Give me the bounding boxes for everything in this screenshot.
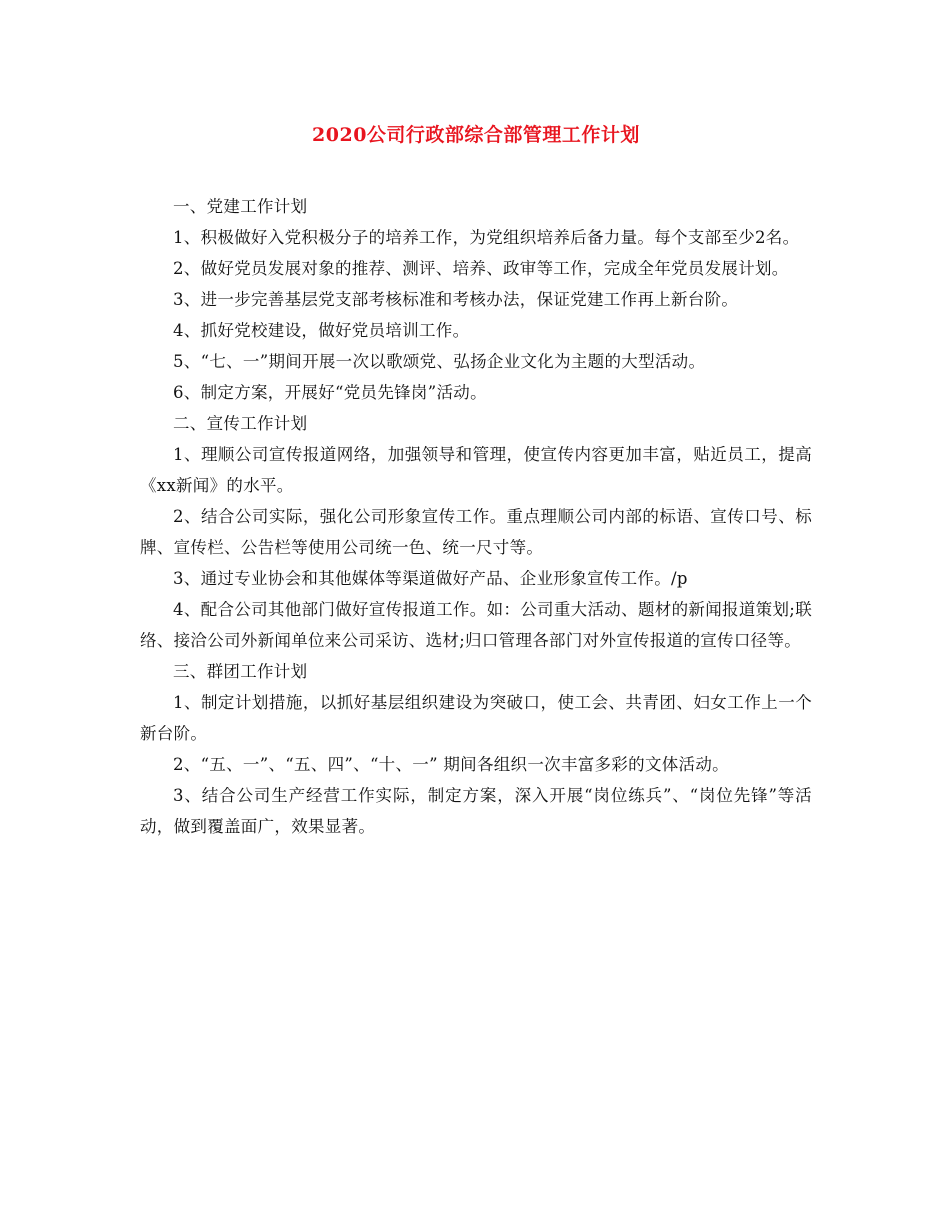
document-page [140, 0, 812, 842]
paragraph: 3、结合公司生产经营工作实际，制定方案，深入开展“岗位练兵”、“岗位先锋”等活动，做到覆盖面广，效果显著。 [140, 786, 812, 836]
paragraph: 5、“七、一”期间开展一次以歌颂党、弘扬企业文化为主题的大型活动。 [173, 352, 706, 371]
section-heading-party-building: 一、党建工作计划 [173, 197, 308, 216]
paragraph: 2、“五、一”、“五、四”、“十、一” 期间各组织一次丰富多彩的文体活动。 [173, 755, 729, 774]
paragraph: 6、制定方案，开展好“党员先锋岗”活动。 [173, 383, 487, 402]
section-heading-publicity: 二、宣传工作计划 [173, 414, 308, 433]
paragraph: 3、进一步完善基层党支部考核标准和考核办法，保证党建工作再上新台阶。 [173, 290, 739, 309]
paragraph: 3、通过专业协会和其他媒体等渠道做好产品、企业形象宣传工作。/p [173, 569, 688, 588]
paragraph: 2、做好党员发展对象的推荐、测评、培养、政审等工作，完成全年党员发展计划。 [173, 259, 789, 278]
section-heading-mass-organizations: 三、群团工作计划 [173, 662, 308, 681]
paragraph: 4、配合公司其他部门做好宣传报道工作。如：公司重大活动、题材的新闻报道策划;联络、接洽公司外新闻单位来公司采访、选材;归口管理各部门对外宣传报道的宣传口径等。 [140, 600, 812, 650]
paragraph: 1、积极做好入党积极分子的培养工作，为党组织培养后备力量。每个支部至少2名。 [173, 228, 800, 247]
document-title: 2020公司行政部综合部管理工作计划 [312, 124, 640, 146]
paragraph: 1、理顺公司宣传报道网络，加强领导和管理，使宣传内容更加丰富，贴近员工，提高《xx新闻》的水平。 [140, 445, 812, 495]
document-body [140, 191, 812, 842]
paragraph: 2、结合公司实际，强化公司形象宣传工作。重点理顺公司内部的标语、宣传口号、标牌、宣传栏、公告栏等使用公司统一色、统一尺寸等。 [140, 507, 812, 557]
paragraph: 1、制定计划措施，以抓好基层组织建设为突破口，使工会、共青团、妇女工作上一个新台阶。 [140, 693, 812, 743]
paragraph: 4、抓好党校建设，做好党员培训工作。 [173, 321, 470, 340]
